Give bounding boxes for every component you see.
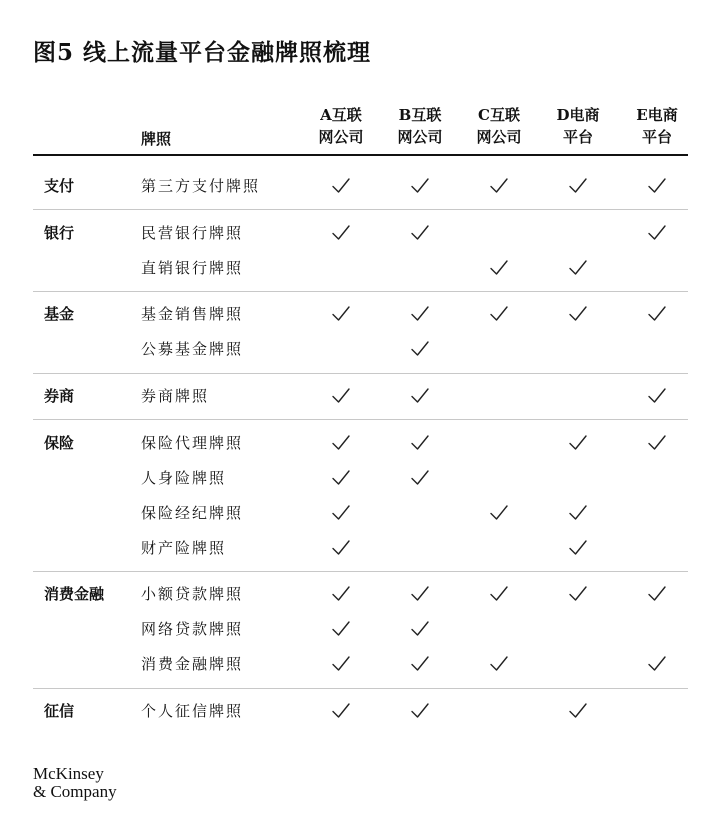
check-icon — [410, 468, 430, 488]
logo-line-2: & Company — [33, 782, 117, 801]
column-header-line-1: A互联 — [320, 106, 362, 124]
check-icon — [410, 619, 430, 639]
check-icon — [647, 304, 667, 324]
column-header-2 — [380, 104, 460, 148]
license-label: 第三方支付牌照 — [141, 177, 261, 195]
column-header-5 — [617, 104, 697, 148]
column-header-line-2: 平台 — [641, 128, 672, 146]
category-label: 消费金融 — [44, 585, 105, 603]
check-icon — [331, 304, 351, 324]
check-icon — [331, 433, 351, 453]
group-divider — [33, 291, 688, 292]
check-icon — [647, 386, 667, 406]
license-label: 网络贷款牌照 — [141, 620, 244, 638]
check-icon — [568, 584, 588, 604]
license-label: 保险代理牌照 — [141, 434, 244, 452]
column-header-line-2: 网公司 — [476, 128, 522, 146]
check-icon — [489, 584, 509, 604]
category-label: 征信 — [44, 702, 75, 720]
group-divider — [33, 688, 688, 689]
license-label: 公募基金牌照 — [141, 340, 244, 358]
figure-title: 图5 线上流量平台金融牌照梳理 — [33, 39, 372, 66]
check-icon — [410, 339, 430, 359]
column-header-line-1: B互联 — [398, 106, 442, 124]
check-icon — [489, 176, 509, 196]
group-divider — [33, 419, 688, 420]
check-icon — [331, 223, 351, 243]
header-divider — [33, 154, 688, 156]
check-icon — [568, 304, 588, 324]
group-divider — [33, 571, 688, 572]
group-divider — [33, 209, 688, 210]
license-label: 券商牌照 — [141, 387, 210, 405]
license-label: 直销银行牌照 — [141, 259, 244, 277]
check-icon — [568, 503, 588, 523]
check-icon — [647, 584, 667, 604]
category-label: 保险 — [44, 434, 75, 452]
check-icon — [647, 176, 667, 196]
check-icon — [568, 538, 588, 558]
column-header-line-2: 平台 — [562, 128, 593, 146]
check-icon — [568, 433, 588, 453]
category-label: 支付 — [44, 177, 75, 195]
column-header-line-1: C互联 — [478, 106, 520, 124]
check-icon — [489, 654, 509, 674]
license-label: 基金销售牌照 — [141, 305, 244, 323]
check-icon — [331, 619, 351, 639]
license-label: 消费金融牌照 — [141, 655, 244, 673]
check-icon — [410, 584, 430, 604]
group-divider — [33, 373, 688, 374]
column-header-1 — [301, 104, 381, 148]
check-icon — [647, 223, 667, 243]
license-label: 保险经纪牌照 — [141, 504, 244, 522]
check-icon — [410, 176, 430, 196]
column-header-line-1: E电商 — [636, 106, 678, 124]
mckinsey-logo — [33, 765, 117, 801]
license-label: 小额贷款牌照 — [141, 585, 244, 603]
column-header-line-1: D电商 — [556, 106, 600, 124]
check-icon — [568, 176, 588, 196]
check-icon — [331, 584, 351, 604]
license-label: 民营银行牌照 — [141, 224, 244, 242]
logo-line-1: McKinsey — [33, 764, 104, 783]
check-icon — [489, 304, 509, 324]
license-label: 个人征信牌照 — [141, 702, 244, 720]
category-label: 券商 — [44, 387, 75, 405]
check-icon — [410, 386, 430, 406]
column-header-3 — [459, 104, 539, 148]
license-label: 人身险牌照 — [141, 469, 227, 487]
check-icon — [331, 538, 351, 558]
check-icon — [410, 304, 430, 324]
check-icon — [331, 176, 351, 196]
license-column-header: 牌照 — [141, 130, 172, 148]
category-label: 银行 — [44, 224, 75, 242]
check-icon — [410, 654, 430, 674]
check-icon — [331, 386, 351, 406]
column-header-line-2: 网公司 — [397, 128, 443, 146]
check-icon — [410, 433, 430, 453]
check-icon — [489, 258, 509, 278]
check-icon — [331, 468, 351, 488]
check-icon — [410, 701, 430, 721]
check-icon — [331, 503, 351, 523]
check-icon — [489, 503, 509, 523]
category-label: 基金 — [44, 305, 75, 323]
check-icon — [647, 433, 667, 453]
check-icon — [410, 223, 430, 243]
license-label: 财产险牌照 — [141, 539, 227, 557]
check-icon — [331, 701, 351, 721]
check-icon — [568, 258, 588, 278]
column-header-4 — [538, 104, 618, 148]
check-icon — [568, 701, 588, 721]
column-header-line-2: 网公司 — [318, 128, 364, 146]
check-icon — [647, 654, 667, 674]
check-icon — [331, 654, 351, 674]
